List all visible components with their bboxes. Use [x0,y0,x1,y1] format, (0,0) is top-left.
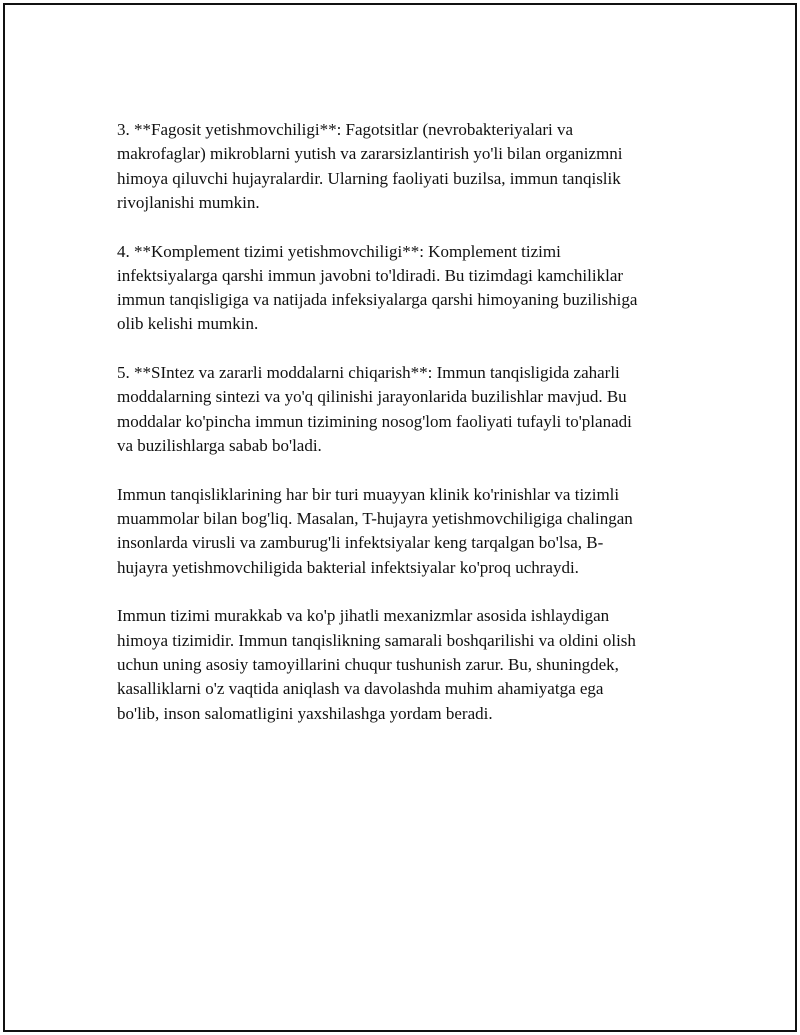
paragraph-conclusion: Immun tizimi murakkab va ko'p jihatli mexanizmlar asosida ishlaydigan himoya tizimidir. Immun tanqislikning samarali boshqarilishi va oldini olish uchun uning asosiy tamoyillarini chuqur tushunish zarur. Bu, shuningdek, kasalliklarni o'z vaqtida aniqlash va davolashda muhim ahamiyatga ega bo'lib, inson salomatligini yaxshilashga yordam beradi. [117,606,636,723]
paragraph-phagocyte-deficiency: 3. **Fagosit yetishmovchiligi**: Fagotsitlar (nevrobakteriyalari va makrofaglar) mikroblarni yutish va zararsizlantirish yo'li bilan organizmni himoya qiluvchi hujayralardir. Ularning faoliyati buzilsa, immun tanqislik rivojlanishi mumkin. [117,120,623,212]
paragraph-complement-deficiency: 4. **Komplement tizimi yetishmovchiligi**: Komplement tizimi infektsiyalarga qarshi immun javobni to'ldiradi. Bu tizimdagi kamchiliklar immun tanqisligiga va natijada infeksiyalarga qarshi himoyaning buzilishiga olib kelishi mumkin. [117,241,638,334]
paragraph-clinical-manifestations: Immun tanqisliklarining har bir turi muayyan klinik ko'rinishlar va tizimli muammolar bilan bog'liq. Masalan, T-hujayra yetishmovchiligiga chalingan insonlarda virusli va zamburug'li infektsiyalar keng tarqalgan bo'lsa, B- hujayra yetishmovchiligida bakterial infektsiyalar ko'proq uchraydi. [117,484,633,577]
document-body [117,118,697,750]
paragraph-synthesis-toxic-substances: 5. **SIntez va zararli moddalarni chiqarish**: Immun tanqisligida zaharli moddalarning sintezi va yo'q qilinishi jarayonlarida buzilishlar mavjud. Bu moddalar ko'pincha immun tizimining nosog'lom faoliyati tufayli to'planadi va buzilishlarga sabab bo'ladi. [117,363,632,456]
